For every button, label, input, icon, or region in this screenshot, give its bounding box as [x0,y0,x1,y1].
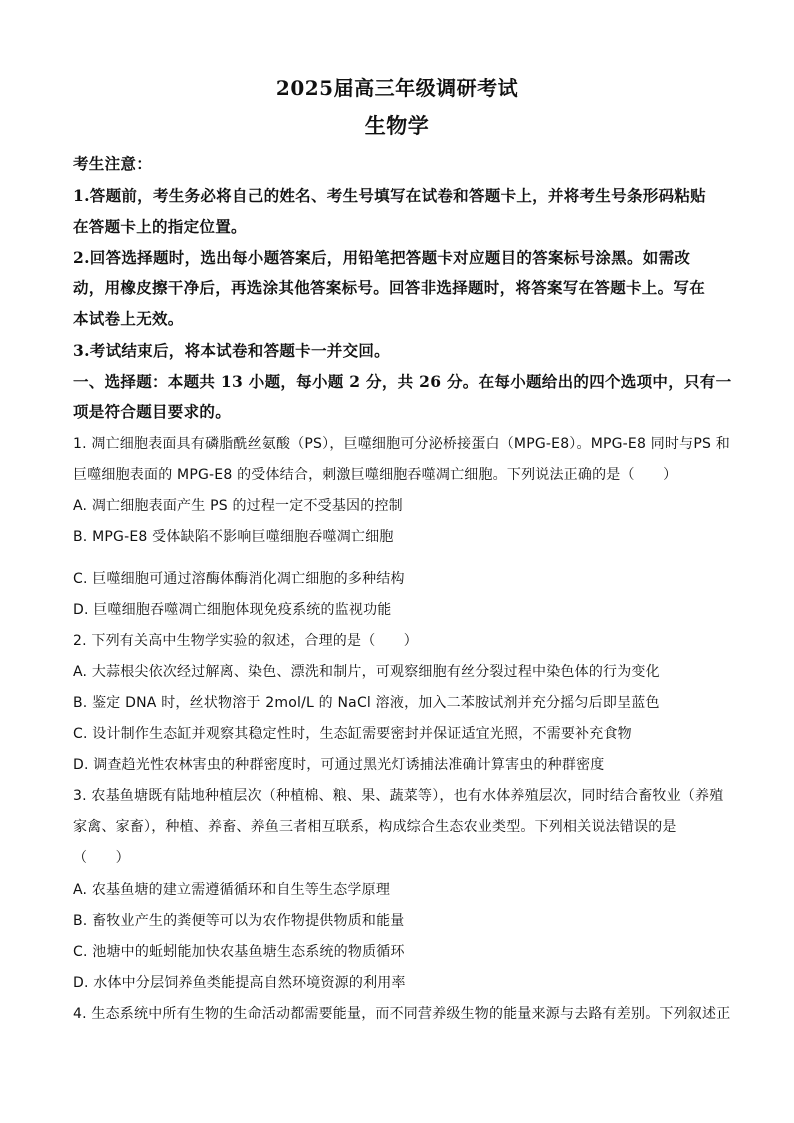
question-2-option-d: D. 调查趋光性农林害虫的种群密度时，可通过黑光灯诱捕法准确计算害虫的种群密度 [73,757,605,773]
question-3-option-d: D. 水体中分层饲养鱼类能提高自然环境资源的利用率 [73,975,406,991]
question-3-option-b: B. 畜牧业产生的粪便等可以为农作物提供物质和能量 [73,913,405,929]
question-2-option-b: B. 鉴定 DNA 时，丝状物溶于 2mol/L 的 NaCl 溶液，加入二苯胺试剂并充分摇匀后即呈蓝色 [73,695,660,711]
question-1-option-b: B. MPG-E8 受体缺陷不影响巨噬细胞吞噬凋亡细胞 [73,529,394,545]
notice-item-2-cont: 动，用橡皮擦干净后，再选涂其他答案标号。回答非选择题时，将答案写在答题卡上。写在 [73,278,706,297]
question-3-option-c: C. 池塘中的蚯蚓能加快农基鱼塘生态系统的物质循环 [73,944,405,960]
question-1-stem-cont: 巨噬细胞表面的 MPG-E8 的受体结合，刺激巨噬细胞吞噬凋亡细胞。下列说法正确的是（ ） [73,467,678,483]
question-2-stem: 2. 下列有关高中生物学实验的叙述，合理的是（ ） [73,633,419,649]
question-3-stem-end: （ ） [73,850,130,866]
notice-item-1: 1.答题前，考生务必将自己的姓名、考生号填写在试卷和答题卡上，并将考生号条形码粘贴 [73,186,706,205]
question-3-option-a: A. 农基鱼塘的建立需遵循循环和自生等生态学原理 [73,882,391,898]
exam-title: 2025届高三年级调研考试 [275,76,519,100]
section-heading-cont: 项是符合题目要求的。 [73,402,232,421]
notice-item-1-cont: 在答题卡上的指定位置。 [73,217,247,236]
notice-heading: 考生注意： [73,154,153,173]
question-1-option-a: A. 凋亡细胞表面产生 PS 的过程一定不受基因的控制 [73,498,403,514]
notice-item-2: 2.回答选择题时，选出每小题答案后，用铅笔把答题卡对应题目的答案标号涂黑。如需改 [73,248,691,267]
question-2-option-c: C. 设计制作生态缸并观察其稳定性时，生态缸需要密封并保证适宜光照，不需要补充食物 [73,726,632,742]
question-3-stem: 3. 农基鱼塘既有陆地种植层次（种植棉、粮、果、蔬菜等），也有水体养殖层次，同时结合畜牧业（养殖 [73,788,724,804]
section-heading: 一、选择题：本题共 13 小题，每小题 2 分，共 26 分。在每小题给出的四个选项中，只有一 [73,372,732,391]
notice-item-3: 3.考试结束后，将本试卷和答题卡一并交回。 [73,341,390,360]
question-1-stem: 1. 凋亡细胞表面具有磷脂酰丝氨酸（PS），巨噬细胞可分泌桥接蛋白（MPG-E8）。MPG-E8 同时与PS 和 [73,436,730,452]
question-4-stem: 4. 生态系统中所有生物的生命活动都需要能量，而不同营养级生物的能量来源与去路有差别。下列叙述正 [73,1006,731,1022]
question-3-stem-cont: 家禽、家畜），种植、养畜、养鱼三者相互联系，构成综合生态农业类型。下列相关说法错误的是 [73,819,677,835]
notice-item-2-end: 本试卷上无效。 [73,309,184,328]
question-1-option-d: D. 巨噬细胞吞噬凋亡细胞体现免疫系统的监视功能 [73,602,392,618]
subject-title: 生物学 [364,113,430,138]
question-1-option-c: C. 巨噬细胞可通过溶酶体酶消化凋亡细胞的多种结构 [73,571,405,587]
question-2-option-a: A. 大蒜根尖依次经过解离、染色、漂洗和制片，可观察细胞有丝分裂过程中染色体的行为变化 [73,664,660,680]
